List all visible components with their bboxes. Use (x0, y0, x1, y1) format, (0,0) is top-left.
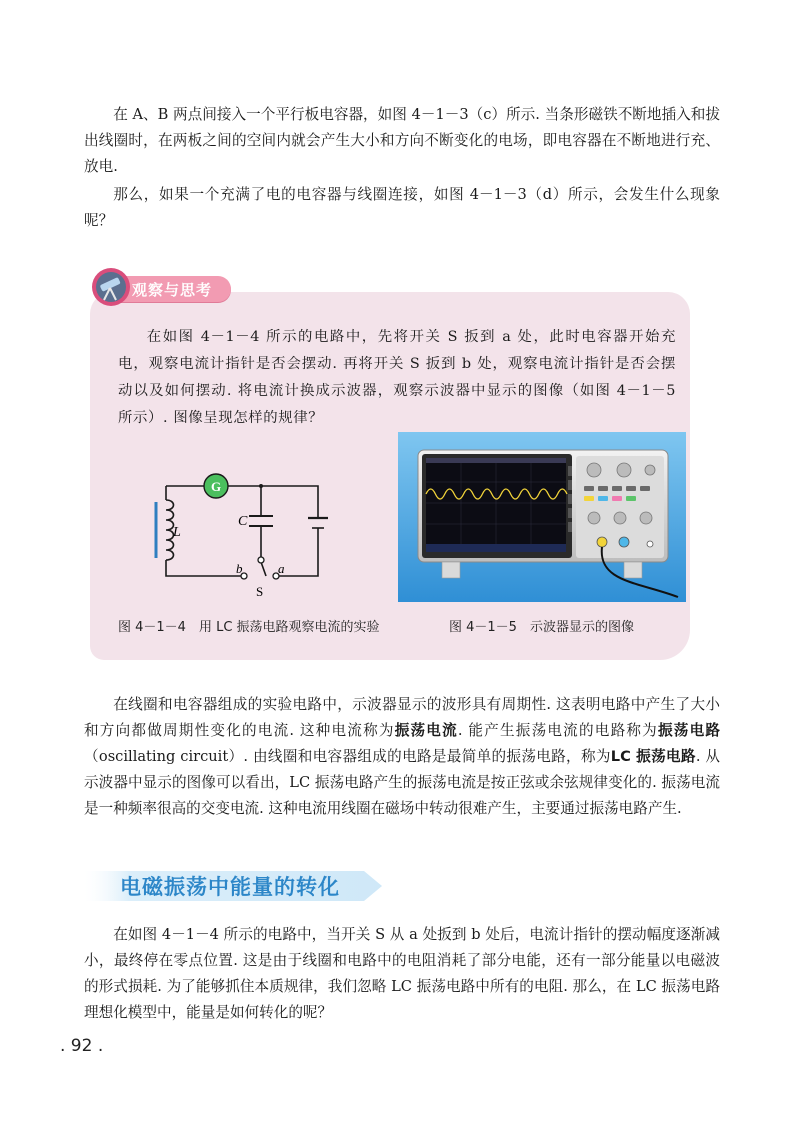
galvanometer-label: G (210, 479, 222, 494)
oscilloscope-photo (398, 432, 686, 602)
text-run: （oscillating circuit）. 由线圈和电容器组成的电路是最简单的振荡电路，称为 (84, 748, 611, 765)
observe-title: 观察与思考 (132, 281, 213, 299)
switch-label: S (256, 584, 264, 599)
capacitor-label: C (238, 514, 248, 529)
inductor-label: L (173, 525, 181, 540)
figure-caption-4-1-5: 图 4－1－5 示波器显示的图像 (449, 620, 634, 635)
telescope-icon (90, 266, 132, 308)
section-title: 电磁振荡中能量的转化 (120, 875, 340, 899)
contact-a-label: a (278, 561, 285, 576)
energy-paragraph: 在如图 4－1－4 所示的电路中，当开关 S 从 a 处扳到 b 处后，电流计指针的摆动幅度逐渐减小，最终停在零点位置. 这是由于线圈和电路中的电阻消耗了部分电能，还有一部分能量以电磁波的形式损耗. 为了能够抓住本质规律，我们忽略 LC 振荡电路中所有的电阻. 那么，在 LC 振荡电路理想化模型中，能量是如何转化的呢？ (84, 926, 720, 1021)
figure-caption-4-1-4: 图 4－1－4 用 LC 振荡电路观察电流的实验 (118, 620, 380, 635)
term-oscillating-circuit: 振荡电路 (657, 722, 720, 739)
term-oscillating-current: 振荡电流 (394, 722, 458, 739)
text-run: . 能产生振荡电流的电路称为 (457, 722, 658, 739)
page-number: . 92 . (60, 1036, 104, 1056)
oscillation-paragraph (84, 692, 720, 822)
observe-text (118, 324, 676, 432)
intro-paragraph-1: 在 A、B 两点间接入一个平行板电容器，如图 4－1－3（c）所示. 当条形磁铁不断地插入和拔出线圈时，在两板之间的空间内就会产生大小和方向不断变化的电场，即电容器在不断地进行充、放电. (84, 106, 720, 175)
intro-paragraph-2: 那么，如果一个充满了电的电容器与线圈连接，如图 4－1－3（d）所示，会发生什么现象呢？ (84, 186, 720, 229)
text-run: 在线圈和电容器组成的实验电路中，示波器显示的波形具有周期性. 这表明电路中产生了大小和方向都做周期性变化的电流. 这种电流称为 (84, 696, 720, 739)
contact-b-label: b (236, 561, 243, 576)
lc-circuit-diagram (148, 466, 348, 606)
term-lc-circuit: LC 振荡电路 (610, 748, 696, 765)
observe-text-body: 在如图 4－1－4 所示的电路中，先将开关 S 扳到 a 处，此时电容器开始充电，观察电流计指针是否会摆动. 再将开关 S 扳到 b 处，观察电流计指针是否会摆动以及如何摆动. 将电流计换成示波器，观察示波器中显示的图像（如图 4－1－5 所示）. 图像呈现怎样的规律？ (118, 329, 676, 426)
text-run: . 从示波器中显示的图像可以看出，LC 振荡电路产生的振荡电流是按正弦或余弦规律变化的. 振荡电流是一种频率很高的交变电流. 这种电流用线圈在磁场中转动很难产生，主要通过振荡电路产生. (84, 748, 720, 817)
